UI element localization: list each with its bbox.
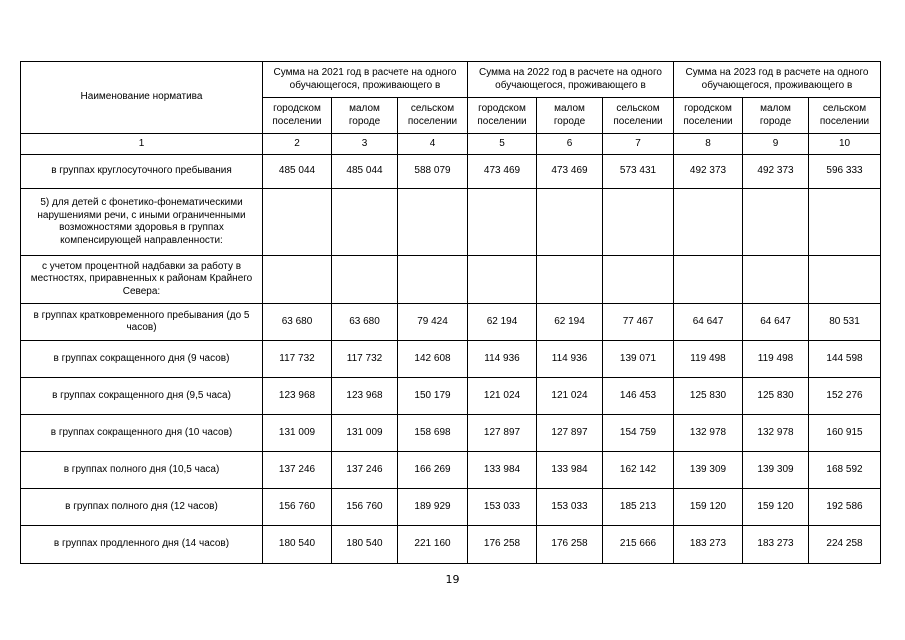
column-number: 10 bbox=[809, 134, 881, 155]
cell-value: 127 897 bbox=[537, 415, 603, 452]
cell-value bbox=[537, 189, 603, 256]
page-number: 19 bbox=[445, 573, 460, 586]
subheader-rural: сельском поселении bbox=[603, 98, 674, 134]
cell-value: 121 024 bbox=[468, 378, 537, 415]
subheader-small-town: малом городе bbox=[537, 98, 603, 134]
cell-value: 168 592 bbox=[809, 452, 881, 489]
cell-value: 473 469 bbox=[468, 155, 537, 189]
cell-value: 192 586 bbox=[809, 489, 881, 526]
cell-value: 123 968 bbox=[332, 378, 398, 415]
cell-value: 492 373 bbox=[674, 155, 743, 189]
cell-value: 131 009 bbox=[263, 415, 332, 452]
cell-value: 596 333 bbox=[809, 155, 881, 189]
cell-value: 153 033 bbox=[468, 489, 537, 526]
cell-value: 137 246 bbox=[332, 452, 398, 489]
subheader-rural: сельском поселении bbox=[398, 98, 468, 134]
cell-value: 160 915 bbox=[809, 415, 881, 452]
table-row bbox=[21, 256, 881, 304]
cell-value: 224 258 bbox=[809, 526, 881, 564]
cell-value: 62 194 bbox=[537, 304, 603, 341]
cell-value: 162 142 bbox=[603, 452, 674, 489]
cell-value: 139 071 bbox=[603, 341, 674, 378]
cell-value: 183 273 bbox=[743, 526, 809, 564]
column-number: 7 bbox=[603, 134, 674, 155]
cell-value: 180 540 bbox=[263, 526, 332, 564]
cell-value bbox=[468, 256, 537, 304]
normative-table bbox=[20, 61, 881, 564]
cell-value: 79 424 bbox=[398, 304, 468, 341]
column-number: 3 bbox=[332, 134, 398, 155]
cell-value: 139 309 bbox=[674, 452, 743, 489]
cell-value: 132 978 bbox=[674, 415, 743, 452]
cell-value bbox=[603, 256, 674, 304]
cell-value: 117 732 bbox=[332, 341, 398, 378]
cell-value: 63 680 bbox=[332, 304, 398, 341]
subheader-urban: городском поселении bbox=[674, 98, 743, 134]
cell-value: 215 666 bbox=[603, 526, 674, 564]
cell-value: 64 647 bbox=[674, 304, 743, 341]
cell-value: 132 978 bbox=[743, 415, 809, 452]
cell-value: 63 680 bbox=[263, 304, 332, 341]
cell-value bbox=[743, 189, 809, 256]
cell-value: 183 273 bbox=[674, 526, 743, 564]
cell-value bbox=[809, 189, 881, 256]
cell-value: 133 984 bbox=[468, 452, 537, 489]
table-row bbox=[21, 526, 881, 564]
table-row bbox=[21, 378, 881, 415]
cell-value: 150 179 bbox=[398, 378, 468, 415]
cell-value: 142 608 bbox=[398, 341, 468, 378]
row-name: с учетом процентной надбавки за работу в местностях, приравненных к районам Крайнего Севера: bbox=[21, 256, 263, 304]
row-name: в группах сокращенного дня (9 часов) bbox=[21, 341, 263, 378]
cell-value: 125 830 bbox=[674, 378, 743, 415]
subheader-urban: городском поселении bbox=[468, 98, 537, 134]
cell-value: 133 984 bbox=[537, 452, 603, 489]
cell-value: 139 309 bbox=[743, 452, 809, 489]
cell-value: 180 540 bbox=[332, 526, 398, 564]
row-name: 5) для детей с фонетико-фонематическими нарушениями речи, с иными ограниченными возможностями здоровья в группах компенсирующей направленности: bbox=[21, 189, 263, 256]
cell-value: 144 598 bbox=[809, 341, 881, 378]
cell-value bbox=[263, 256, 332, 304]
cell-value: 166 269 bbox=[398, 452, 468, 489]
cell-value: 64 647 bbox=[743, 304, 809, 341]
cell-value: 131 009 bbox=[332, 415, 398, 452]
column-number: 1 bbox=[21, 134, 263, 155]
cell-value: 117 732 bbox=[263, 341, 332, 378]
cell-value bbox=[809, 256, 881, 304]
cell-value: 221 160 bbox=[398, 526, 468, 564]
cell-value: 77 467 bbox=[603, 304, 674, 341]
table-row bbox=[21, 304, 881, 341]
row-name: в группах полного дня (12 часов) bbox=[21, 489, 263, 526]
cell-value: 80 531 bbox=[809, 304, 881, 341]
cell-value bbox=[674, 256, 743, 304]
cell-value bbox=[263, 189, 332, 256]
subheader-small-town: малом городе bbox=[332, 98, 398, 134]
row-name: в группах сокращенного дня (10 часов) bbox=[21, 415, 263, 452]
cell-value: 137 246 bbox=[263, 452, 332, 489]
table-row bbox=[21, 415, 881, 452]
header-normative-name: Наименование норматива bbox=[21, 62, 263, 134]
cell-value: 146 453 bbox=[603, 378, 674, 415]
cell-value bbox=[332, 256, 398, 304]
cell-value: 485 044 bbox=[263, 155, 332, 189]
cell-value bbox=[332, 189, 398, 256]
row-name: в группах продленного дня (14 часов) bbox=[21, 526, 263, 564]
cell-value: 119 498 bbox=[743, 341, 809, 378]
table-row bbox=[21, 489, 881, 526]
row-name: в группах круглосуточного пребывания bbox=[21, 155, 263, 189]
column-number: 9 bbox=[743, 134, 809, 155]
subheader-urban: городском поселении bbox=[263, 98, 332, 134]
table-row bbox=[21, 341, 881, 378]
cell-value: 185 213 bbox=[603, 489, 674, 526]
cell-value: 152 276 bbox=[809, 378, 881, 415]
row-name: в группах сокращенного дня (9,5 часа) bbox=[21, 378, 263, 415]
cell-value: 159 120 bbox=[674, 489, 743, 526]
table-row bbox=[21, 189, 881, 256]
header-year-2022: Сумма на 2022 год в расчете на одного обучающегося, проживающего в bbox=[468, 62, 674, 98]
row-name: в группах полного дня (10,5 часа) bbox=[21, 452, 263, 489]
column-number: 4 bbox=[398, 134, 468, 155]
row-name: в группах кратковременного пребывания (до 5 часов) bbox=[21, 304, 263, 341]
cell-value bbox=[537, 256, 603, 304]
header-year-2023: Сумма на 2023 год в расчете на одного обучающегося, проживающего в bbox=[674, 62, 881, 98]
cell-value bbox=[743, 256, 809, 304]
cell-value bbox=[398, 189, 468, 256]
cell-value: 473 469 bbox=[537, 155, 603, 189]
column-number: 2 bbox=[263, 134, 332, 155]
cell-value bbox=[468, 189, 537, 256]
cell-value: 153 033 bbox=[537, 489, 603, 526]
cell-value: 125 830 bbox=[743, 378, 809, 415]
cell-value: 159 120 bbox=[743, 489, 809, 526]
cell-value: 492 373 bbox=[743, 155, 809, 189]
cell-value: 156 760 bbox=[332, 489, 398, 526]
cell-value: 62 194 bbox=[468, 304, 537, 341]
cell-value: 189 929 bbox=[398, 489, 468, 526]
column-number-row bbox=[21, 134, 881, 155]
cell-value: 154 759 bbox=[603, 415, 674, 452]
cell-value: 114 936 bbox=[537, 341, 603, 378]
column-number: 8 bbox=[674, 134, 743, 155]
cell-value bbox=[674, 189, 743, 256]
cell-value: 588 079 bbox=[398, 155, 468, 189]
column-number: 5 bbox=[468, 134, 537, 155]
table-row bbox=[21, 452, 881, 489]
column-number: 6 bbox=[537, 134, 603, 155]
cell-value: 485 044 bbox=[332, 155, 398, 189]
cell-value: 127 897 bbox=[468, 415, 537, 452]
cell-value bbox=[603, 189, 674, 256]
cell-value: 176 258 bbox=[468, 526, 537, 564]
cell-value: 176 258 bbox=[537, 526, 603, 564]
cell-value: 156 760 bbox=[263, 489, 332, 526]
header-year-2021: Сумма на 2021 год в расчете на одного обучающегося, проживающего в bbox=[263, 62, 468, 98]
subheader-rural: сельском поселении bbox=[809, 98, 881, 134]
subheader-small-town: малом городе bbox=[743, 98, 809, 134]
cell-value: 158 698 bbox=[398, 415, 468, 452]
cell-value: 121 024 bbox=[537, 378, 603, 415]
cell-value: 573 431 bbox=[603, 155, 674, 189]
table-row bbox=[21, 155, 881, 189]
cell-value: 123 968 bbox=[263, 378, 332, 415]
cell-value: 119 498 bbox=[674, 341, 743, 378]
cell-value: 114 936 bbox=[468, 341, 537, 378]
cell-value bbox=[398, 256, 468, 304]
